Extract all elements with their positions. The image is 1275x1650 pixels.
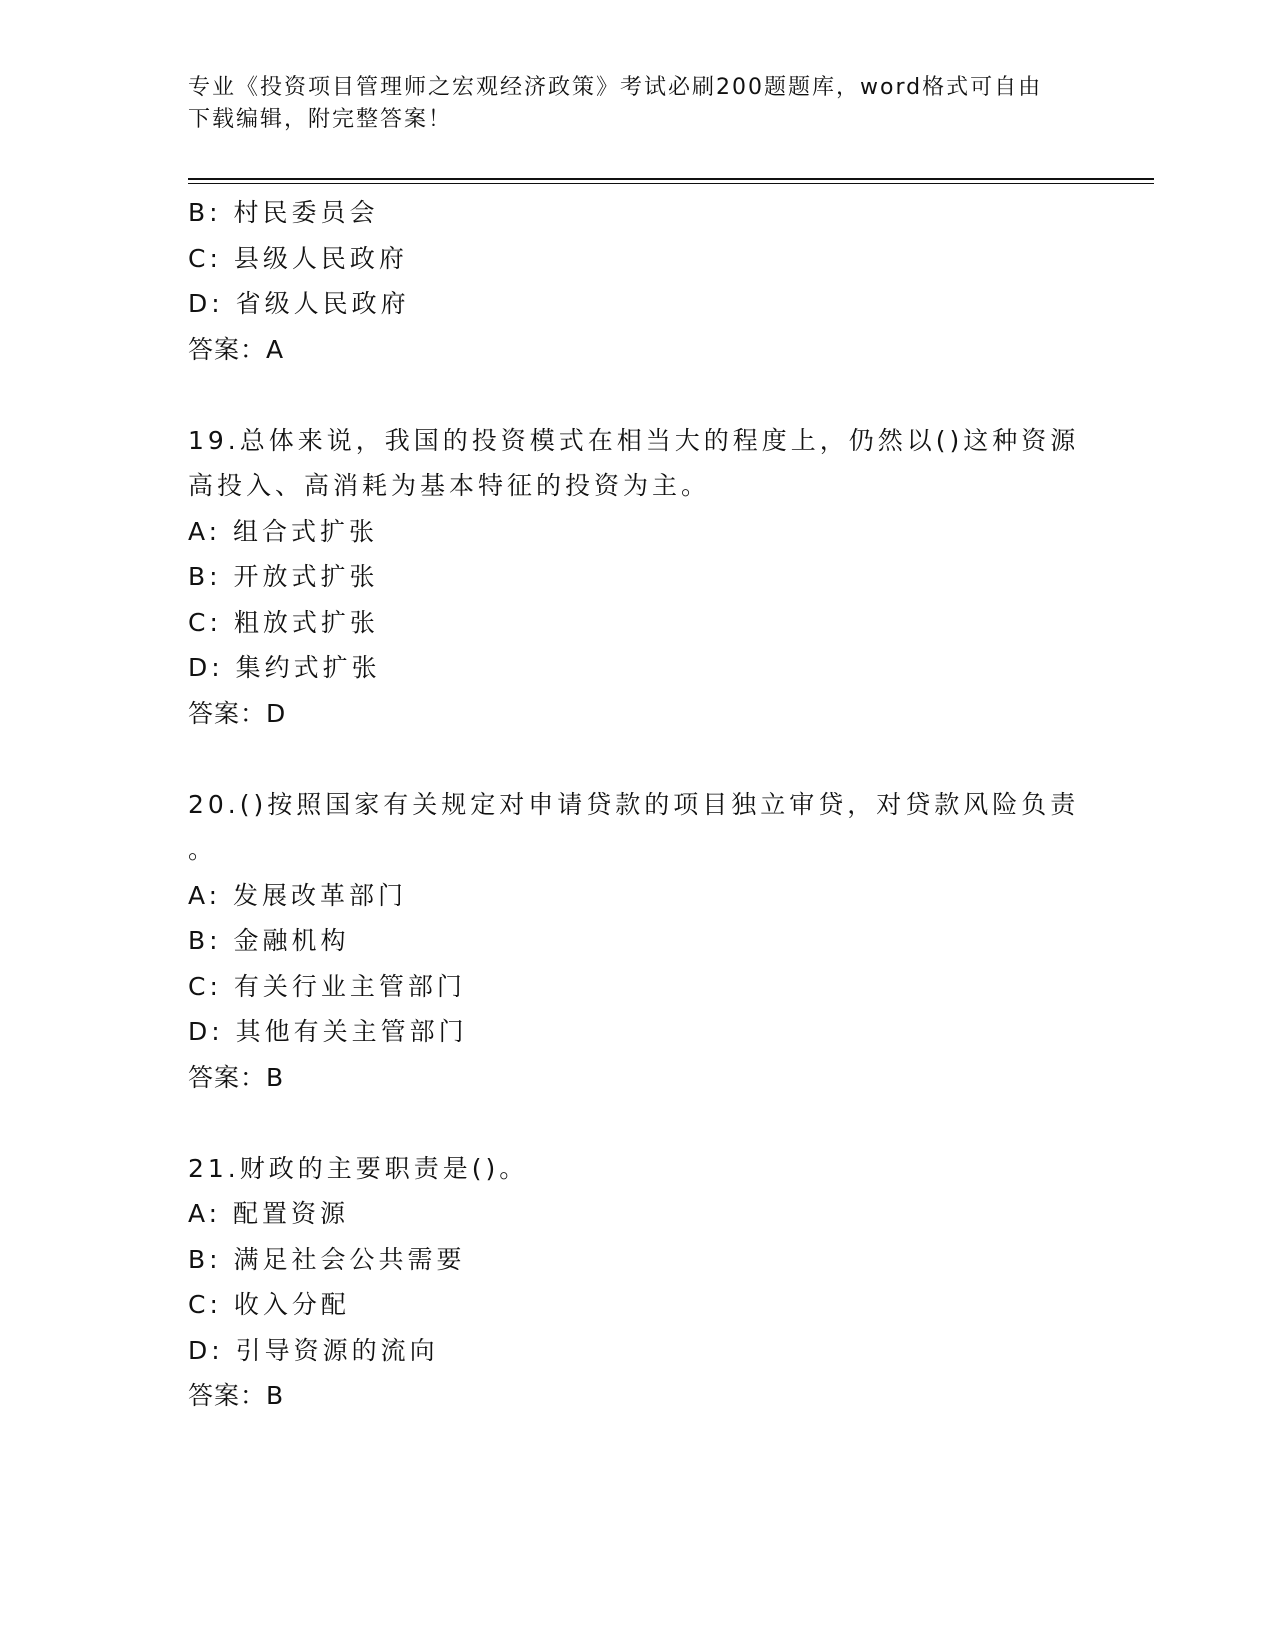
option-c: C: 县级人民政府 xyxy=(188,243,408,273)
option-c: C: 收入分配 xyxy=(188,1290,350,1319)
option-a: A: 组合式扩张 xyxy=(188,516,379,546)
question-text-line: 。 xyxy=(188,835,218,864)
option-b: B: 金融机构 xyxy=(188,926,350,955)
option-b: B: 开放式扩张 xyxy=(188,562,379,591)
header-rule-thick xyxy=(188,178,1154,180)
option-d: D: 省级人民政府 xyxy=(188,289,410,318)
answer: 答案：A xyxy=(188,334,285,364)
question-text-line: 高投入、高消耗为基本特征的投资为主。 xyxy=(188,471,711,500)
option-c: C: 粗放式扩张 xyxy=(188,607,379,637)
question-text-line: 19.总体来说，我国的投资模式在相当大的程度上，仍然以()这种资源 xyxy=(188,425,1080,455)
option-c: C: 有关行业主管部门 xyxy=(188,971,466,1001)
answer: 答案：B xyxy=(188,1062,285,1092)
option-d: D: 其他有关主管部门 xyxy=(188,1017,468,1046)
question-19 xyxy=(188,418,1088,737)
header-rule-thin xyxy=(188,183,1154,184)
answer: 答案：B xyxy=(188,1381,285,1410)
option-b: B: 满足社会公共需要 xyxy=(188,1244,466,1274)
answer: 答案：D xyxy=(188,698,287,728)
question-text-line: 20.()按照国家有关规定对申请贷款的项目独立审贷，对贷款风险负责 xyxy=(188,789,1080,819)
option-d: D: 引导资源的流向 xyxy=(188,1335,439,1365)
option-b: B: 村民委员会 xyxy=(188,198,379,227)
question-text-line: 21.财政的主要职责是()。 xyxy=(188,1153,529,1183)
question-20 xyxy=(188,782,1088,1101)
question-fragment xyxy=(188,190,1088,372)
option-a: A: 发展改革部门 xyxy=(188,880,408,910)
option-a: A: 配置资源 xyxy=(188,1199,350,1228)
question-21 xyxy=(188,1146,1088,1419)
document-body xyxy=(188,190,1088,1419)
header-line-1: 专业《投资项目管理师之宏观经济政策》考试必刷200题题库，word格式可自由 xyxy=(188,75,1043,100)
header-line-2: 下载编辑，附完整答案！ xyxy=(188,107,453,132)
document-header xyxy=(188,72,1088,136)
option-d: D: 集约式扩张 xyxy=(188,653,381,682)
